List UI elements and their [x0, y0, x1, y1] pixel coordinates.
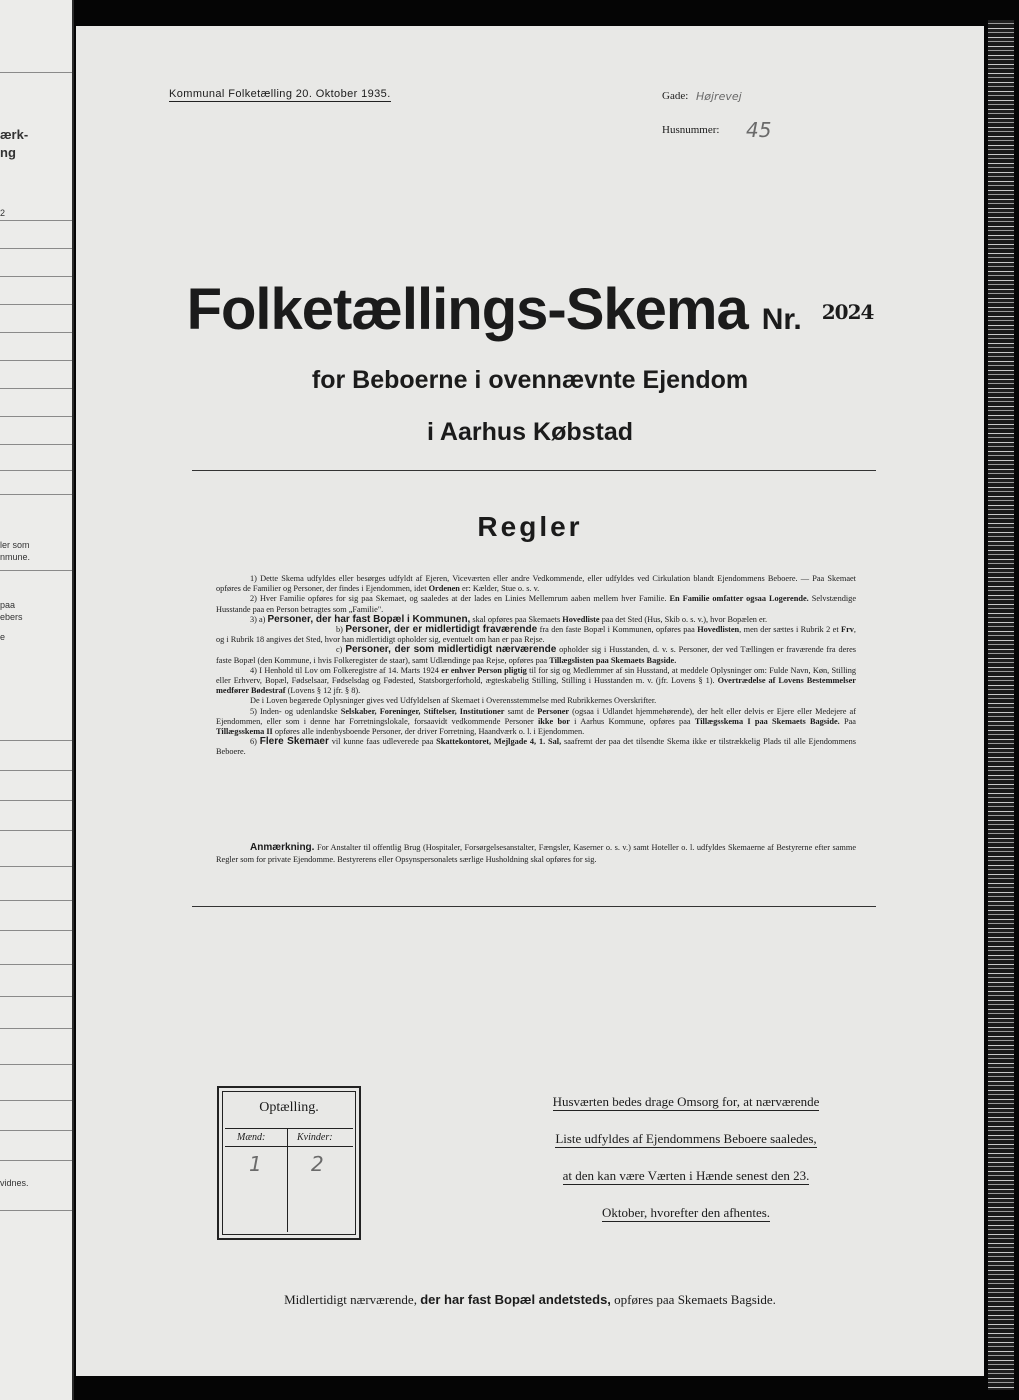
left-fragment: paa: [0, 600, 16, 610]
women-label: Kvinder:: [297, 1132, 333, 1143]
divider: [192, 470, 876, 471]
form-title: [76, 276, 984, 343]
count-box: [217, 1086, 361, 1240]
house-number-value: 45: [746, 118, 772, 142]
form-subtitle-1: for Beboerne i ovennævnte Ejendom: [311, 366, 749, 394]
census-form-page: [76, 26, 984, 1376]
left-fragment: ebers: [0, 612, 23, 622]
street-value: Højrevej: [696, 90, 742, 103]
street-label: Gade:: [662, 90, 689, 102]
rules-heading: Regler: [477, 511, 583, 542]
left-fragment: 2: [0, 208, 6, 218]
footer-note: Midlertidigt nærværende, der har fast Bopæl andetsteds, opføres paa Skemaets Bagside.: [284, 1292, 776, 1307]
notice-line: Oktober, hvorefter den afhentes.: [601, 1205, 771, 1220]
rules-text: 1) Dette Skema udfyldes eller besørges udfyldt af Ejeren, Viceværten eller andre Vedkommende, eller udfyldes ved Cirkulation blandt Ejendommens Beboere. — Paa Skemaet opføres de Familier og Personer, der findes i Ejendommen, idet Ordenen er: Kælder, Stue o. s. v. 2) Hver Familie opføres for sig paa Skemaet, og saaledes at der lades en Linies Mellemrum aaben mellem hver Familie. En Familie omfatter ogsaa Logerende. Selvstændige Husstande paa en Person betragtes som „Familie". 3) a) Personer, der har fast Bopæl i Kommunen, skal opføres paa Skemaets Hovedliste paa det Sted (Hus, Skib o. s. v.), hvor Bopælen er. b) Personer, der er midlertidigt fraværende fra den faste Bopæl i Kommunen, opføres paa Hovedlisten, men der sættes i Rubrik 2 et Frv, og i Rubrik 18 angives det Sted, hvor han midlertidigt opholder sig, eventuelt om han er paa Rejse. c) Personer, der som midlertidigt nærværende opholder sig i Husstanden, d. v. s. Personer, der ved Tællingen er fraværende fra deres faste Bopæl (den Kommune, i hvis Folkeregister de staar), samt Udlændinge paa Rejse, opføres paa Tillægslisten paa Skemaets Bagside. 4) I Henhold til Lov om Folkeregistre af 14. Marts 1924 er enhver Person pligtig til for sig og Medlemmer af sin Husstand, at meddele Oplysninger om: Fulde Navn, Køn, Stilling eller Erhverv, Bopæl, Fødselsaar, Fødselsdag og Fødested, Statsborgerforhold, ægteskabelig Stilling, Stilling i Husstanden m. v. (jfr. Lovens § 1). Overtrædelse af Lovens Bestemmelser medfører Bødestraf (Lovens § 12 jfr. § 8). De i Loven begærede Oplysninger gives ved Udfyldelsen af Skemaet i Overensstemmelse med Rubrikkernes Overskrifter. 5) Inden- og udenlandske Selskaber, Foreninger, Stiftelser, Institutioner samt de Personer (ogsaa i Udlandet hjemmehørende), der helt eller delvis er Ejere eller Medejere af Ejendommen, eller som i denne har Forretningslokale, forsaavidt vedkommende Personer ikke bor i Aarhus Kommune, opføres paa Tillægsskema I paa Skemaets Bagside. Paa Tillægsskema II opføres alle indenbysboende Personer, der driver Forretning, Haandværk o. l. i Ejendommen. 6) Flere Skemaer vil kunne faas udleverede paa Skattekontoret, Mejlgade 4, 1. Sal, saafremt der paa det tilsendte Skema ikke er tilstrækkelig Plads til alle Ejendommens Beboere.: [216, 574, 856, 757]
form-title-main: Folketællings-Skema: [186, 277, 748, 342]
count-box-title: Optælling.: [259, 1100, 319, 1115]
left-fragment: ng: [0, 145, 16, 160]
left-page-edge: [0, 0, 74, 1400]
remark-label: Anmærkning.: [250, 842, 315, 853]
census-title: Kommunal Folketælling 20. Oktober 1935.: [169, 88, 391, 100]
house-number-label: Husnummer:: [662, 124, 720, 136]
left-fragment: e: [0, 632, 6, 642]
remark-text: Anmærkning. For Anstalter til offentlig Brug (Hospitaler, Forsørgelsesanstalter, Fængsler, Kaserner o. s. v.) samt Hoteller o. l. udfyldes Skemaerne af Bestyrerne efter samme Regler som for private Ejendomme. Bestyrerens eller Opsynspersonalets særlige Husholdning skal opføres for sig.: [216, 842, 856, 864]
form-nr-value: 2024: [821, 300, 874, 324]
form-subtitle-2: i Aarhus Købstad: [426, 418, 634, 446]
women-count: 2: [311, 1152, 324, 1176]
notice-line: at den kan være Værten i Hænde senest den 23.: [562, 1168, 810, 1183]
left-fragment: nmune.: [0, 552, 31, 562]
left-fragment: vidnes.: [0, 1178, 29, 1188]
notice-line: Liste udfyldes af Ejendommens Beboere saaledes,: [555, 1131, 817, 1146]
men-label: Mænd:: [237, 1132, 266, 1143]
book-binding: [988, 20, 1014, 1390]
men-count: 1: [249, 1152, 262, 1176]
left-fragment: ler som: [0, 540, 30, 550]
notice-line: Husværten bedes drage Omsorg for, at nærværende: [552, 1094, 820, 1109]
form-nr-label: Nr.: [761, 303, 802, 336]
landlord-notice: [516, 1094, 856, 1242]
left-fragment: ærk-: [0, 127, 29, 142]
divider: [192, 906, 876, 907]
